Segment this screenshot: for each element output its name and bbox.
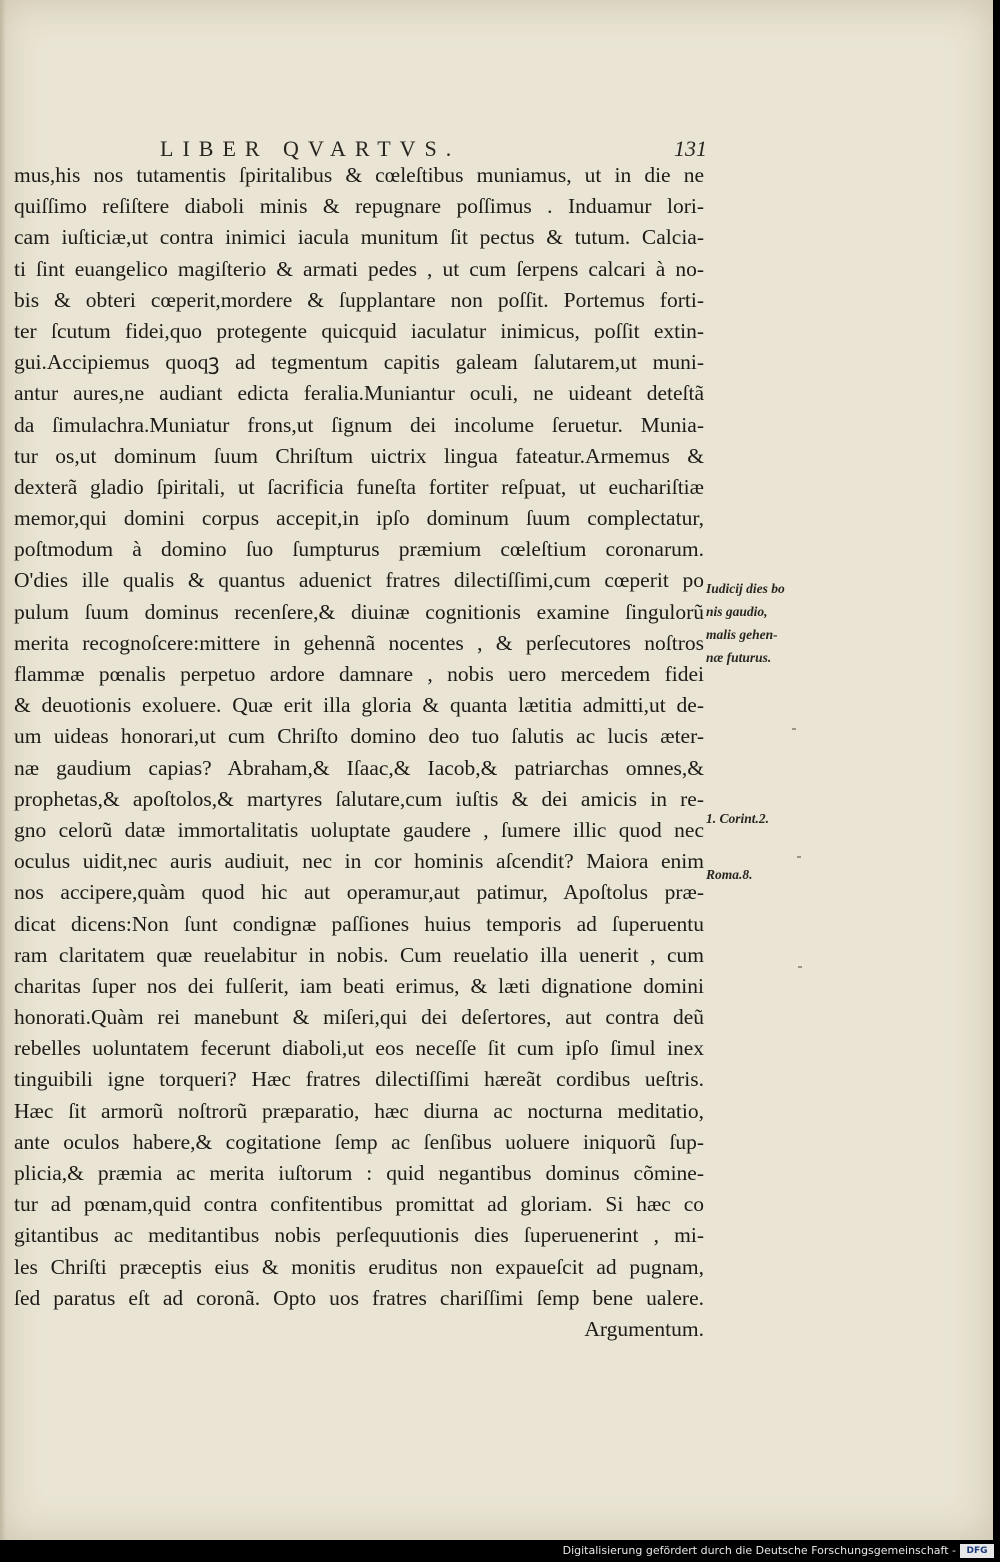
text-line: da ſimulachra.Muniatur frons,ut ſignum dei incolume ſeruetur. Munia- (14, 412, 704, 437)
text-line: nos accipere,quàm quod hic aut operamur,aut patimur, Apoſtolus præ- (14, 880, 704, 905)
margin-note-citation-romans: Roma.8. (706, 867, 753, 882)
text-line: memor,qui domini corpus accepit,in ipſo dominum ſuum complectatur, (14, 506, 704, 531)
page-number: 131 (674, 136, 707, 161)
text-line: quiſſimo reſiſtere diaboli minis & repugnare poſſimus . Induamur lori- (14, 194, 704, 219)
text-line: mus,his nos tutamentis ſpiritalibus & cœleſtibus muniamus, ut in die ne (14, 163, 704, 187)
text-line: ſed paratus eſt ad coronã. Opto uos fratres chariſſimi ſemp bene ualere. (14, 1285, 704, 1310)
text-line: næ gaudium capias? Abraham,& Iſaac,& Iacob,& patriarchas omnes,& (14, 755, 704, 780)
text-line: gui.Accipiemus quoqꝫ ad tegmentum capitis galeam ſalutarem,ut muni- (14, 350, 704, 375)
text-line: bis & obteri cœperit,mordere & ſupplantare non poſſit. Portemus forti- (14, 287, 704, 312)
text-line: poſtmodum à domino ſuo ſumpturus præmium cœleſtium coronarum. (14, 537, 704, 562)
text-line: dexterã gladio ſpiritali, ut ſacrificia funeſta fortiter reſpuat, ut euchariſtiæ (14, 474, 704, 499)
text-line: ante oculos habere,& cogitatione ſemp ac ſenſibus uoluere iniquorũ ſup- (14, 1129, 704, 1154)
text-line: & deuotionis exoluere. Quæ erit illa gloria & quanta lætitia admitti,ut de- (14, 693, 704, 718)
text-line: Hæc ſit armorũ noſtrorũ præparatio, hæc diurna ac nocturna meditatio, (14, 1098, 704, 1123)
paper-speck (798, 966, 802, 968)
text-line: flammæ pœnalis perpetuo ardore damnare , nobis uero mercedem fidei (14, 662, 704, 686)
text-line: ram claritatem quæ reuelabitur in nobis. Cum reuelatio illa uenerit , cum (14, 942, 704, 967)
text-line: pulum ſuum dominus recenſere,& diuinæ cognitionis examine ſingulorũ (14, 599, 704, 624)
footer-bar (0, 1540, 1000, 1562)
margin-note-line: nis gaudio, (706, 604, 768, 619)
text-line: antur aures,ne audiant edicta feralia.Muniantur oculi, ne uideant deteſtã (14, 381, 704, 406)
text-line: um uideas honorari,ut cum Chriſto domino deo tuo ſalutis ac lucis æter- (14, 724, 704, 749)
text-line: charitas ſuper nos dei fulſerit, iam beati erimus, & læti dignatione domini (14, 973, 704, 998)
text-line: Argumentum. (584, 1316, 704, 1341)
text-line: cam iuſticiæ,ut contra inimici iacula munitum ſit pectus & tutum. Calcia- (14, 225, 704, 250)
funding-credit: Digitalisierung gefördert durch die Deutsche Forschungsgemeinschaft - (562, 1544, 956, 1557)
paper-speck (797, 856, 801, 858)
dfg-logo: DFG (960, 1544, 994, 1558)
main-text-block (14, 160, 704, 1345)
margin-note-citation-corinthians: 1. Corint.2. (706, 811, 770, 826)
text-line: prophetas,& apoſtolos,& martyres ſalutare,cum iuſtis & dei amicis in re- (14, 786, 704, 811)
text-line: les Chriſti præceptis eius & monitis eruditus non expaueſcit ad pugnam, (14, 1254, 704, 1279)
text-line: gno celorũ datæ immortalitatis uoluptate gaudere , ſumere illic quod nec (14, 817, 704, 842)
text-line: oculus uidit,nec auris audiuit, nec in cor hominis aſcendit? Maiora enim (14, 849, 704, 874)
text-line: ter ſcutum fidei,quo protegente quicquid iaculatur inimicus, poſſit extin- (14, 318, 704, 343)
text-line: O'dies ille qualis & quantus aduenict fratres dilectiſſimi,cum cœperit po (14, 568, 704, 593)
text-line: rebelles uoluntatem fecerunt diaboli,ut eos neceſſe ſit cum ipſo ſimul inex (14, 1036, 704, 1061)
margin-note-line: Iudicij dies bo (706, 581, 785, 596)
text-line: plicia,& præmia ac merita iuſtorum : quid negantibus dominus cõmine- (14, 1161, 704, 1185)
text-line: tinguibili igne torqueri? Hæc fratres dilectiſſimi hæreãt cordibus ueſtris. (14, 1067, 704, 1092)
text-line: gitantibus ac meditantibus nobis perſequutionis dies ſuperuenerint , mi- (14, 1223, 704, 1248)
text-line: tur ad pœnam,quid contra confitentibus promittat ad gloriam. Si hæc co (14, 1192, 704, 1217)
text-line: ti ſint euangelico magiſterio & armati pedes , ut cum ſerpens calcari à no- (14, 256, 704, 281)
text-line: dicat dicens:Non ſunt condignæ paſſiones huius temporis ad ſuperuentu (14, 911, 704, 936)
paper-speck (792, 728, 796, 730)
text-line: merita recognoſcere:mittere in gehennã nocentes , & perſecutores noſtros (14, 630, 704, 655)
margin-note-line: næ futurus. (706, 650, 772, 665)
margin-note-line: malis gehen- (706, 627, 778, 642)
text-line: honorati.Quàm rei manebunt & miſeri,qui dei deſertores, aut contra deũ (14, 1005, 704, 1030)
text-line: tur os,ut dominum ſuum Chriſtum uictrix lingua fateatur.Armemus & (14, 443, 704, 468)
running-title: LIBER QVARTVS. (160, 136, 461, 161)
